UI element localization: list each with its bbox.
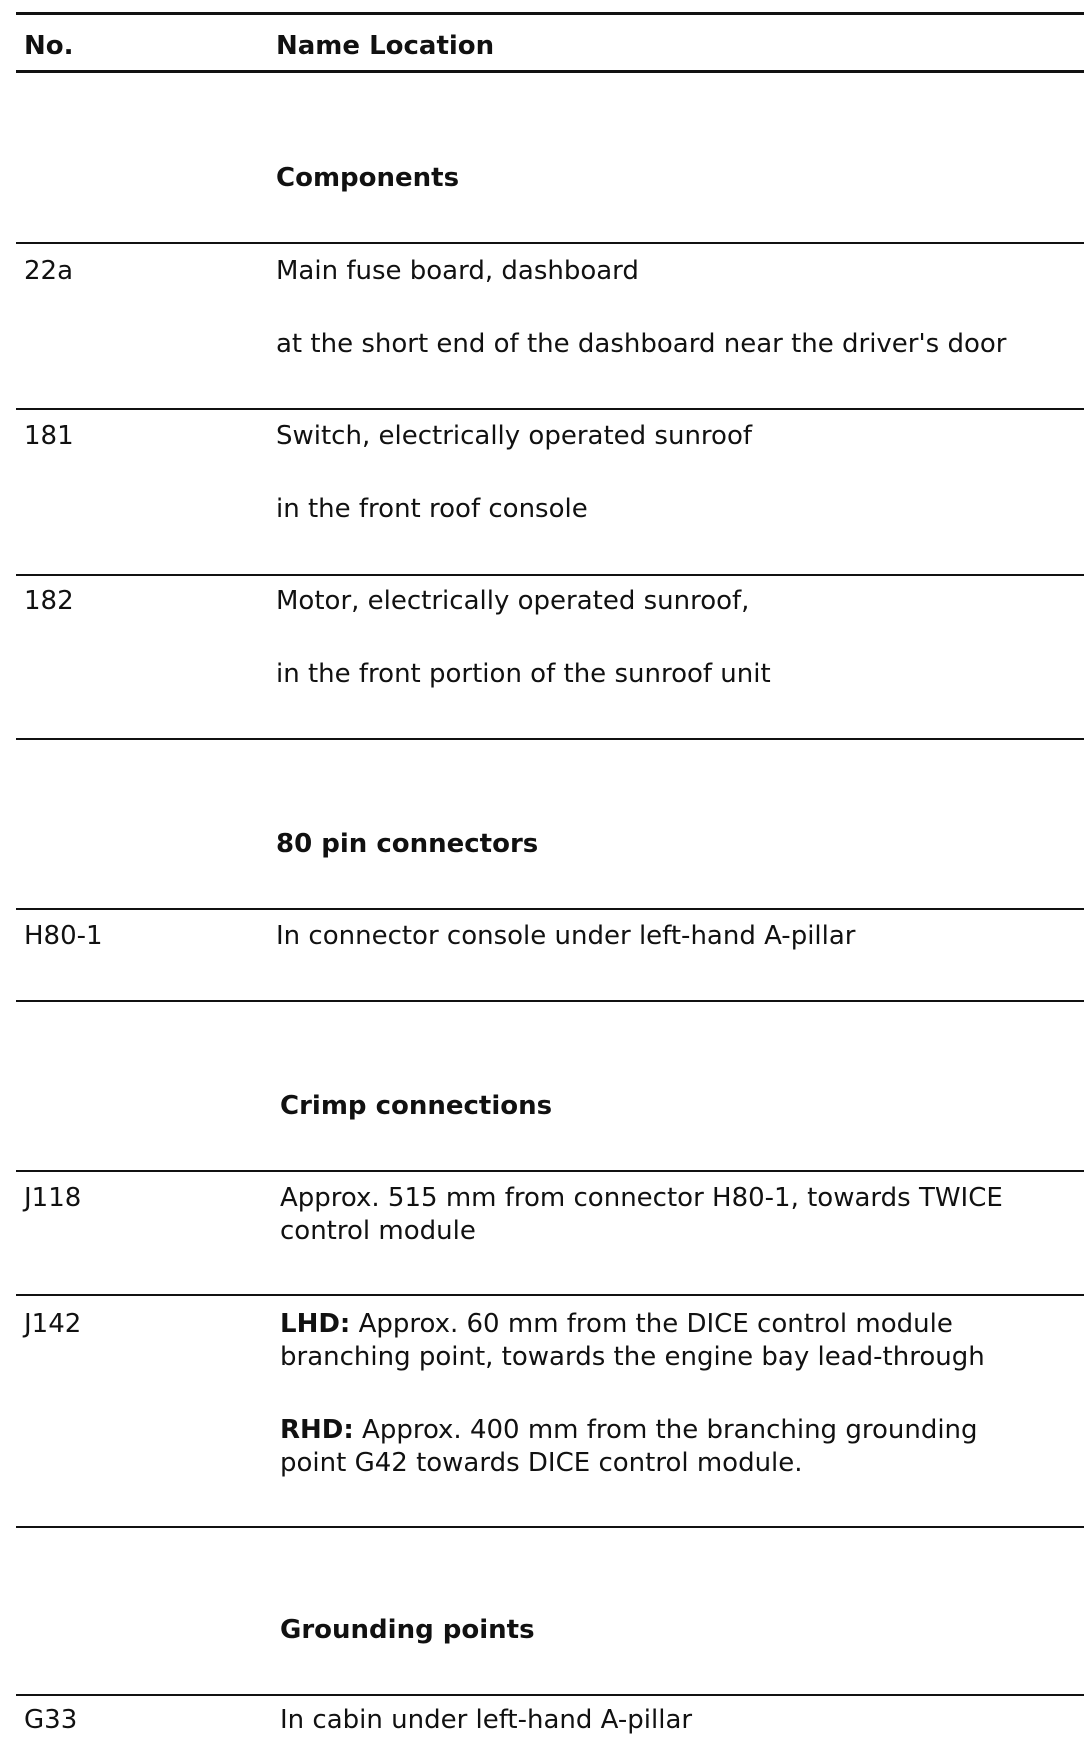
row-rule <box>16 1000 1084 1002</box>
section-title-components: Components <box>276 163 460 193</box>
rhd-line-2: point G42 towards DICE control module. <box>280 1448 803 1478</box>
row-location: in the front roof console <box>276 494 588 524</box>
row-number: H80-1 <box>24 921 103 951</box>
row-number: 181 <box>24 421 74 451</box>
lhd-line-2: branching point, towards the engine bay lead-through <box>280 1342 985 1372</box>
row-rule <box>16 408 1084 410</box>
row-name: Motor, electrically operated sunroof, <box>276 586 750 616</box>
row-location-line: Approx. 515 mm from connector H80-1, towards TWICE <box>280 1183 1003 1213</box>
row-location-line: control module <box>280 1216 476 1246</box>
row-rule <box>16 908 1084 910</box>
row-rule <box>16 738 1084 740</box>
section-title-crimp-connections: Crimp connections <box>280 1091 553 1121</box>
row-rule <box>16 242 1084 244</box>
rhd-text: Approx. 400 mm from the branching grounding <box>353 1415 978 1445</box>
row-rule <box>16 1694 1084 1696</box>
row-rule <box>16 1526 1084 1528</box>
section-title-80-pin-connectors: 80 pin connectors <box>276 829 539 859</box>
rhd-line <box>280 1414 978 1447</box>
header-no: No. <box>24 31 74 61</box>
header-name-location: Name Location <box>276 31 495 61</box>
row-location: In connector console under left-hand A-pillar <box>276 921 856 951</box>
row-rule <box>16 574 1084 576</box>
lhd-text: Approx. 60 mm from the DICE control module <box>350 1309 953 1339</box>
lhd-line <box>280 1308 953 1341</box>
row-number: G33 <box>24 1705 78 1735</box>
row-number: 182 <box>24 586 74 616</box>
row-location: at the short end of the dashboard near the driver's door <box>276 329 1007 359</box>
row-rule <box>16 1294 1084 1296</box>
rhd-label: RHD: <box>280 1415 354 1445</box>
section-title-grounding-points: Grounding points <box>280 1615 535 1645</box>
row-number: J118 <box>24 1183 82 1213</box>
row-location: In cabin under left-hand A-pillar <box>280 1705 693 1735</box>
row-location: in the front portion of the sunroof unit <box>276 659 771 689</box>
top-rule <box>16 12 1084 15</box>
row-name: Switch, electrically operated sunroof <box>276 421 753 451</box>
row-rule <box>16 1170 1084 1172</box>
lhd-label: LHD: <box>280 1309 351 1339</box>
header-rule <box>16 70 1084 73</box>
row-number: 22a <box>24 256 74 286</box>
row-number: J142 <box>24 1309 82 1339</box>
row-name: Main fuse board, dashboard <box>276 256 639 286</box>
